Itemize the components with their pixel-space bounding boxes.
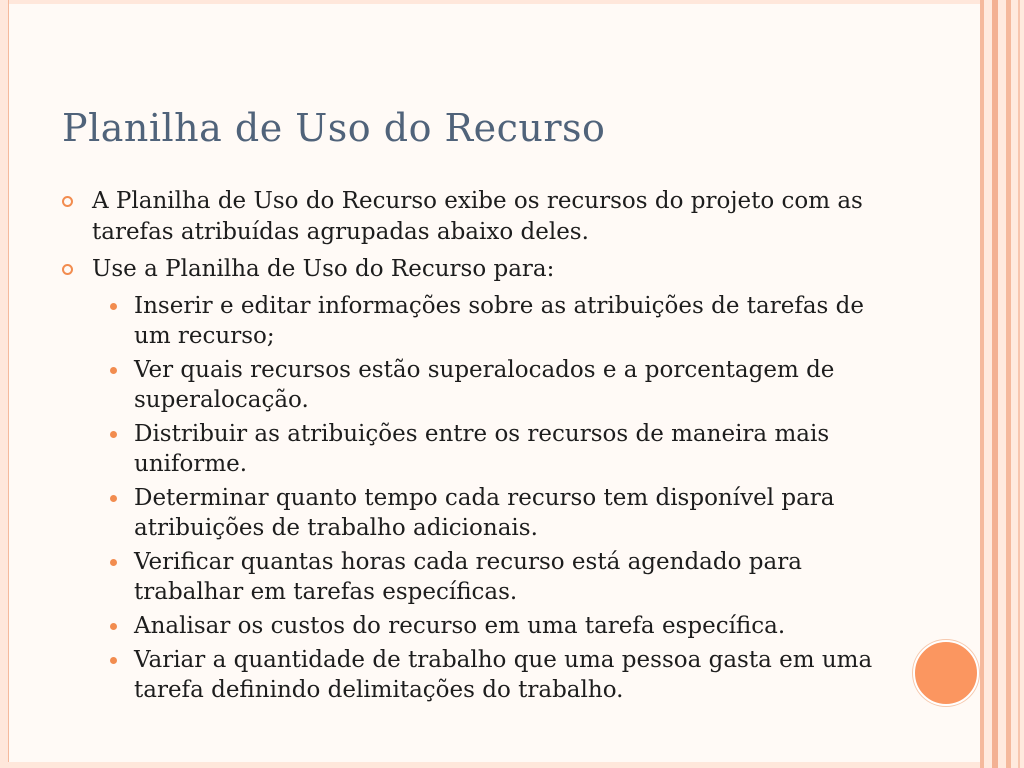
slide-border-left	[0, 0, 9, 768]
stripe	[1018, 0, 1020, 768]
bullet-dot-icon	[110, 559, 117, 566]
bullet-item	[62, 254, 882, 285]
bullet-dot-icon	[110, 623, 117, 630]
sub-bullet-text: Variar a quantidade de trabalho que uma pessoa gasta em uma tarefa definindo delimitações do trabalho.	[134, 647, 873, 703]
sub-bullet-item	[62, 355, 882, 415]
slide-border-top	[0, 0, 1024, 4]
bullet-dot-icon	[110, 367, 117, 374]
sub-bullet-text: Inserir e editar informações sobre as atribuições de tarefas de um recurso;	[134, 293, 864, 349]
bullet-text: Use a Planilha de Uso do Recurso para:	[92, 256, 555, 282]
sub-bullet-item	[62, 419, 882, 479]
bullet-ring-icon	[62, 196, 73, 207]
bullet-ring-icon	[62, 264, 73, 275]
bullet-text: A Planilha de Uso do Recurso exibe os recursos do projeto com as tarefas atribuídas agrupadas abaixo deles.	[92, 188, 863, 245]
sub-bullet-item	[62, 291, 882, 351]
stripe	[980, 0, 984, 768]
bullet-dot-icon	[110, 495, 117, 502]
sub-bullet-item	[62, 483, 882, 543]
bullet-dot-icon	[110, 303, 117, 310]
decorative-stripes	[980, 0, 1024, 768]
sub-bullet-text: Ver quais recursos estão superalocados e a porcentagem de superalocação.	[134, 357, 835, 413]
decorative-circle	[913, 640, 979, 706]
bullet-dot-icon	[110, 431, 117, 438]
slide-content	[62, 186, 882, 709]
slide-title: Planilha de Uso do Recurso	[62, 106, 606, 150]
stripe	[1006, 0, 1011, 768]
sub-bullet-text: Distribuir as atribuições entre os recursos de maneira mais uniforme.	[134, 421, 830, 477]
stripe	[992, 0, 998, 768]
slide-border-bottom	[0, 762, 1024, 768]
sub-bullet-item	[62, 645, 882, 705]
bullet-dot-icon	[110, 657, 117, 664]
bullet-item	[62, 186, 882, 248]
sub-bullet-item	[62, 611, 882, 641]
sub-bullet-text: Determinar quanto tempo cada recurso tem disponível para atribuições de trabalho adicionais.	[134, 485, 835, 541]
sub-bullet-item	[62, 547, 882, 607]
sub-bullet-text: Verificar quantas horas cada recurso está agendado para trabalhar em tarefas específicas.	[134, 549, 802, 605]
sub-bullet-text: Analisar os custos do recurso em uma tarefa específica.	[134, 613, 786, 639]
